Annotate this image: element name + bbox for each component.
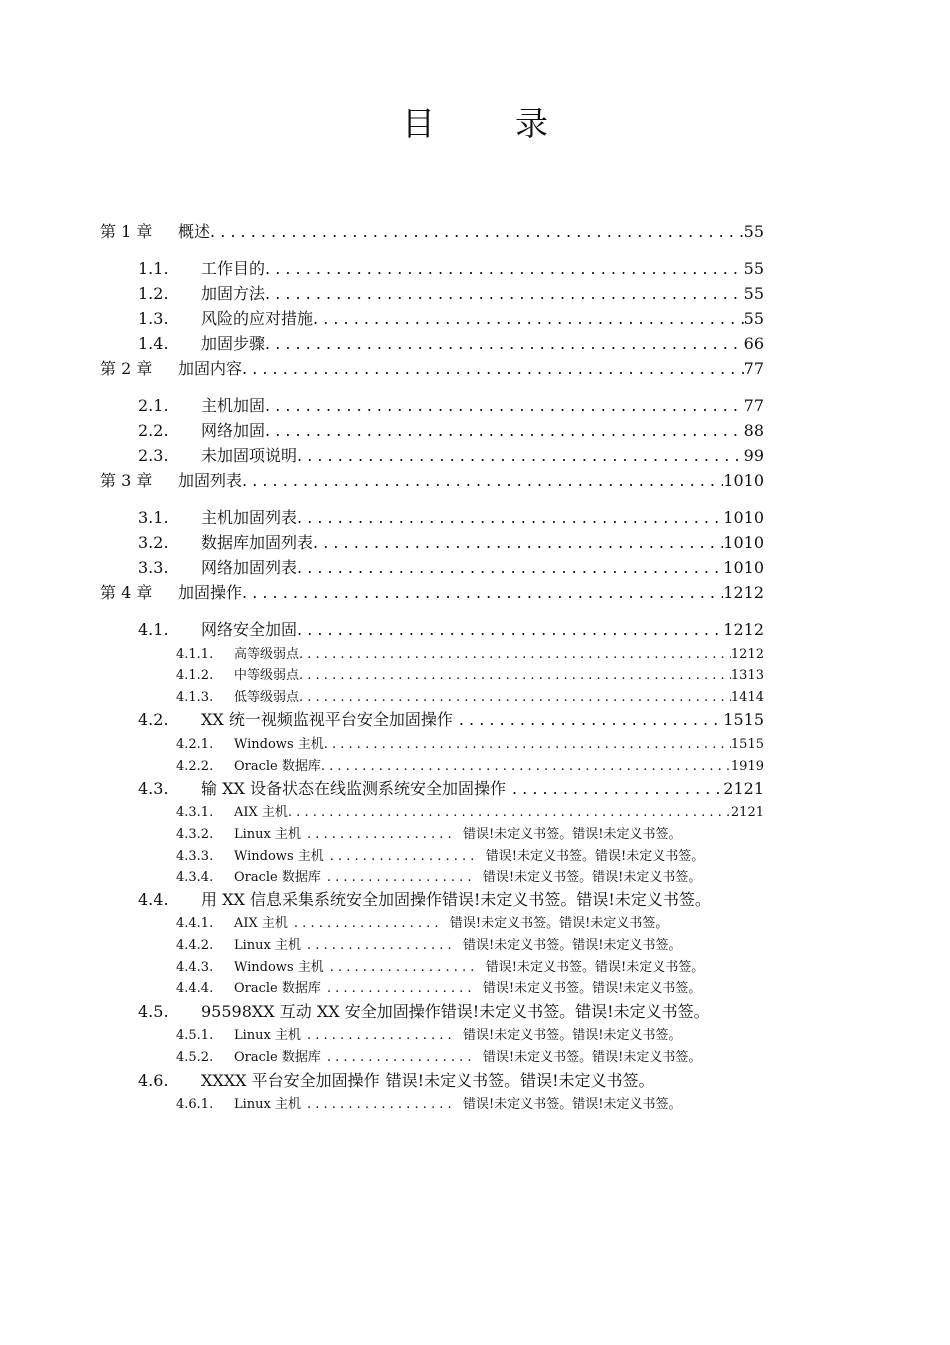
- toc-entry-text: Linux 主机: [234, 938, 301, 953]
- toc-entry-text: Linux 主机: [234, 1097, 301, 1112]
- toc-entry-page: 99: [743, 446, 764, 465]
- toc-entry-page: 55: [743, 259, 764, 278]
- toc-title-left: 目: [402, 104, 435, 143]
- toc-entry-s12[interactable]: [138, 281, 764, 304]
- toc-entry-number: 4.4.3.: [176, 960, 214, 975]
- toc-entry-text: Oracle 数据库: [234, 1050, 321, 1065]
- toc-entry-text: 主机加固: [201, 396, 266, 415]
- toc-dot-leader: [330, 849, 478, 864]
- toc-entry-error: 错误!未定义书签。错误!未定义书签。: [463, 827, 682, 842]
- toc-entry-error: 错误!未定义书签。错误!未定义书签。: [440, 1002, 710, 1021]
- toc-entry-number: 3.3.: [138, 558, 169, 577]
- toc-entry-number: 第 4 章: [100, 583, 153, 602]
- toc-entry-text: AIX 主机: [234, 805, 288, 820]
- toc-entry-page: 66: [743, 334, 764, 353]
- toc-entry-number: 3.1.: [138, 508, 169, 527]
- toc-entry-number: 第 1 章: [100, 222, 153, 241]
- toc-entry-s461[interactable]: [176, 1093, 764, 1112]
- toc-entry-text: 数据库加固列表: [201, 533, 314, 552]
- toc-entry-s21[interactable]: [138, 393, 764, 416]
- toc-entry-s431[interactable]: [176, 801, 764, 820]
- toc-dot-leader: [330, 960, 478, 975]
- toc-entry-number: 4.3.4.: [176, 870, 214, 885]
- toc-entry-error: 错误!未定义书签。错误!未定义书签。: [385, 1071, 655, 1090]
- toc-entry-page: 1010: [723, 558, 764, 577]
- toc-entry-s443[interactable]: [176, 956, 764, 975]
- toc-entry-s22[interactable]: [138, 418, 764, 441]
- toc-entry-error: 错误!未定义书签。错误!未定义书签。: [463, 938, 682, 953]
- toc-entry-error: 错误!未定义书签。错误!未定义书签。: [441, 890, 711, 909]
- toc-entry-text: 低等级弱点: [234, 690, 300, 705]
- toc-dot-leader: [297, 558, 723, 577]
- toc-dot-leader: [512, 779, 723, 798]
- toc-entry-error: 错误!未定义书签。错误!未定义书签。: [485, 960, 705, 975]
- toc-entry-text: 中等级弱点: [234, 668, 300, 683]
- toc-entry-number: 4.3.3.: [176, 849, 214, 864]
- toc-entry-number: 第 2 章: [100, 359, 153, 378]
- toc-entry-text: 加固操作: [178, 583, 243, 602]
- toc-entry-text: AIX 主机: [234, 916, 288, 931]
- toc-dot-leader: [294, 916, 442, 931]
- toc-entry-error: 错误!未定义书签。错误!未定义书签。: [482, 870, 702, 885]
- toc-entry-s421[interactable]: [176, 733, 764, 752]
- toc-entry-s433[interactable]: [176, 845, 764, 864]
- toc-entry-number: 4.4.1.: [176, 916, 214, 931]
- toc-entry-page: 1515: [730, 737, 764, 752]
- toc-entry-c2[interactable]: [100, 356, 764, 379]
- toc-dot-leader: [299, 668, 731, 683]
- toc-entry-number: 4.5.2.: [176, 1050, 214, 1065]
- toc-entry-s41[interactable]: [138, 617, 764, 640]
- toc-dot-leader: [299, 647, 731, 662]
- toc-entry-text: 网络安全加固: [201, 620, 298, 639]
- toc-entry-page: 2121: [730, 805, 764, 820]
- toc-entry-s411[interactable]: [176, 643, 764, 662]
- toc-entry-number: 4.3.1.: [176, 805, 214, 820]
- toc-entry-number: 4.2.: [138, 710, 169, 729]
- toc-entry-page: 1010: [723, 508, 764, 527]
- toc-entry-text: Oracle 数据库: [234, 870, 321, 885]
- toc-entry-s451[interactable]: [176, 1024, 764, 1043]
- toc-entry-c4[interactable]: [100, 580, 764, 603]
- toc-dot-leader: [265, 284, 744, 303]
- toc-dot-leader: [327, 1050, 475, 1065]
- toc-dot-leader: [313, 309, 744, 328]
- toc-title: [0, 98, 950, 145]
- toc-dot-leader: [265, 259, 744, 278]
- toc-entry-page: 1414: [730, 690, 764, 705]
- toc-entry-text: 未加固项说明: [201, 446, 298, 465]
- toc-entry-s441[interactable]: [176, 912, 764, 931]
- toc-entry-text: 概述: [178, 222, 211, 241]
- toc-entry-page: 55: [743, 222, 764, 241]
- toc-entry-number: 第 3 章: [100, 471, 153, 490]
- toc-entry-c1[interactable]: [100, 219, 764, 242]
- toc-entry-text: 输 XX 设备状态在线监测系统安全加固操作: [201, 779, 506, 798]
- toc-entry-text: 网络加固: [201, 421, 266, 440]
- toc-entry-number: 4.6.1.: [176, 1097, 214, 1112]
- toc-entry-page: 55: [743, 284, 764, 303]
- toc-dot-leader: [324, 737, 731, 752]
- toc-dot-leader: [265, 421, 744, 440]
- toc-dot-leader: [327, 870, 475, 885]
- toc-entry-s43[interactable]: [138, 776, 764, 799]
- toc-entry-number: 4.2.1.: [176, 737, 214, 752]
- toc-entry-number: 4.6.: [138, 1071, 169, 1090]
- toc-entry-page: 1919: [730, 759, 764, 774]
- toc-entry-page: 88: [743, 421, 764, 440]
- toc-dot-leader: [327, 981, 475, 996]
- toc-entry-text: 用 XX 信息采集系统安全加固操作: [201, 890, 442, 909]
- toc-entry-number: 2.3.: [138, 446, 169, 465]
- toc-entry-number: 1.2.: [138, 284, 169, 303]
- toc-entry-text: Windows 主机: [234, 960, 324, 975]
- toc-entry-error: 错误!未定义书签。错误!未定义书签。: [485, 849, 705, 864]
- toc-entry-error: 错误!未定义书签。错误!未定义书签。: [482, 1050, 702, 1065]
- toc-entry-s14[interactable]: [138, 331, 764, 354]
- toc-entry-number: 1.1.: [138, 259, 169, 278]
- toc-entry-s413[interactable]: [176, 686, 764, 705]
- toc-entry-number: 1.4.: [138, 334, 169, 353]
- toc-dot-leader: [297, 446, 744, 465]
- toc-entry-s46[interactable]: [138, 1068, 838, 1091]
- toc-entry-text: Windows 主机: [234, 737, 324, 752]
- toc-entry-page: 55: [743, 309, 764, 328]
- toc-entry-s444[interactable]: [176, 977, 764, 996]
- toc-entry-page: 1313: [730, 668, 764, 683]
- toc-entry-s31[interactable]: [138, 505, 764, 528]
- toc-entry-text: XXXX 平台安全加固操作: [201, 1071, 380, 1090]
- toc-entry-number: 4.1.1.: [176, 647, 214, 662]
- toc-entry-s434[interactable]: [176, 866, 764, 885]
- toc-entry-page: 1010: [723, 471, 764, 490]
- toc-entry-number: 2.1.: [138, 396, 169, 415]
- toc-dot-leader: [242, 583, 723, 602]
- toc-entry-number: 4.1.2.: [176, 668, 214, 683]
- toc-entry-s412[interactable]: [176, 664, 764, 683]
- toc-dot-leader: [265, 334, 744, 353]
- toc-entry-text: Windows 主机: [234, 849, 324, 864]
- toc-entry-s32[interactable]: [138, 530, 764, 553]
- toc-entry-number: 4.1.3.: [176, 690, 214, 705]
- toc-dot-leader: [210, 222, 744, 241]
- toc-entry-text: 95598XX 互动 XX 安全加固操作: [201, 1002, 441, 1021]
- toc-entry-s422[interactable]: [176, 755, 764, 774]
- toc-entry-text: 加固内容: [178, 359, 243, 378]
- toc-entry-number: 4.3.2.: [176, 827, 214, 842]
- toc-entry-number: 4.1.: [138, 620, 169, 639]
- toc-entry-s42[interactable]: [138, 707, 764, 730]
- toc-dot-leader: [307, 1097, 455, 1112]
- toc-entry-page: 1212: [723, 620, 764, 639]
- toc-entry-s11[interactable]: [138, 256, 764, 279]
- toc-dot-leader: [307, 938, 455, 953]
- toc-entry-number: 4.5.: [138, 1002, 169, 1021]
- toc-dot-leader: [459, 710, 723, 729]
- toc-dot-leader: [297, 620, 723, 639]
- toc-entry-s23[interactable]: [138, 443, 764, 466]
- toc-entry-text: 风险的应对措施: [201, 309, 314, 328]
- toc-entry-text: 加固列表: [178, 471, 243, 490]
- toc-entry-s45[interactable]: [138, 999, 838, 1022]
- toc-entry-s33[interactable]: [138, 555, 764, 578]
- toc-entry-text: XX 统一视频监视平台安全加固操作: [201, 710, 453, 729]
- toc-dot-leader: [265, 396, 744, 415]
- toc-dot-leader: [242, 471, 723, 490]
- toc-entry-number: 4.5.1.: [176, 1028, 214, 1043]
- toc-entry-text: Linux 主机: [234, 827, 301, 842]
- toc-entry-number: 4.3.: [138, 779, 169, 798]
- toc-entry-number: 4.2.2.: [176, 759, 214, 774]
- toc-entry-number: 4.4.4.: [176, 981, 214, 996]
- toc-entry-s13[interactable]: [138, 306, 764, 329]
- toc-entry-text: Oracle 数据库: [234, 981, 321, 996]
- toc-dot-leader: [297, 508, 723, 527]
- toc-entry-page: 77: [743, 359, 764, 378]
- toc-entry-text: 加固步骤: [201, 334, 266, 353]
- toc-entry-error: 错误!未定义书签。错误!未定义书签。: [482, 981, 702, 996]
- toc-entry-page: 2121: [723, 779, 764, 798]
- toc-entry-page: 1212: [723, 583, 764, 602]
- toc-entry-text: 网络加固列表: [201, 558, 298, 577]
- toc-entry-page: 1515: [723, 710, 764, 729]
- toc-entry-number: 2.2.: [138, 421, 169, 440]
- toc-entry-page: 1212: [730, 647, 764, 662]
- toc-entry-text: 主机加固列表: [201, 508, 298, 527]
- toc-dot-leader: [299, 690, 731, 705]
- toc-entry-s442[interactable]: [176, 934, 764, 953]
- toc-entry-error: 错误!未定义书签。错误!未定义书签。: [463, 1097, 682, 1112]
- toc-entry-text: 高等级弱点: [234, 647, 300, 662]
- toc-dot-leader: [288, 805, 731, 820]
- toc-entry-page: 1010: [723, 533, 764, 552]
- toc-entry-s432[interactable]: [176, 823, 764, 842]
- toc-entry-text: Oracle 数据库: [234, 759, 321, 774]
- toc-entry-s44[interactable]: [138, 887, 838, 910]
- toc-dot-leader: [313, 533, 723, 552]
- toc-entry-number: 1.3.: [138, 309, 169, 328]
- toc-dot-leader: [307, 827, 455, 842]
- toc-entry-text: Linux 主机: [234, 1028, 301, 1043]
- toc-dot-leader: [321, 759, 731, 774]
- toc-entry-error: 错误!未定义书签。错误!未定义书签。: [449, 916, 669, 931]
- toc-entry-number: 3.2.: [138, 533, 169, 552]
- toc-entry-number: 4.4.: [138, 890, 169, 909]
- toc-entry-c3[interactable]: [100, 468, 764, 491]
- toc-dot-leader: [307, 1028, 455, 1043]
- toc-entry-page: 77: [743, 396, 764, 415]
- toc-entry-error: 错误!未定义书签。错误!未定义书签。: [463, 1028, 682, 1043]
- toc-dot-leader: [242, 359, 744, 378]
- toc-entry-text: 工作目的: [201, 259, 266, 278]
- toc-title-right: 录: [515, 104, 548, 143]
- toc-entry-text: 加固方法: [201, 284, 266, 303]
- toc-entry-s452[interactable]: [176, 1046, 764, 1065]
- toc-entry-number: 4.4.2.: [176, 938, 214, 953]
